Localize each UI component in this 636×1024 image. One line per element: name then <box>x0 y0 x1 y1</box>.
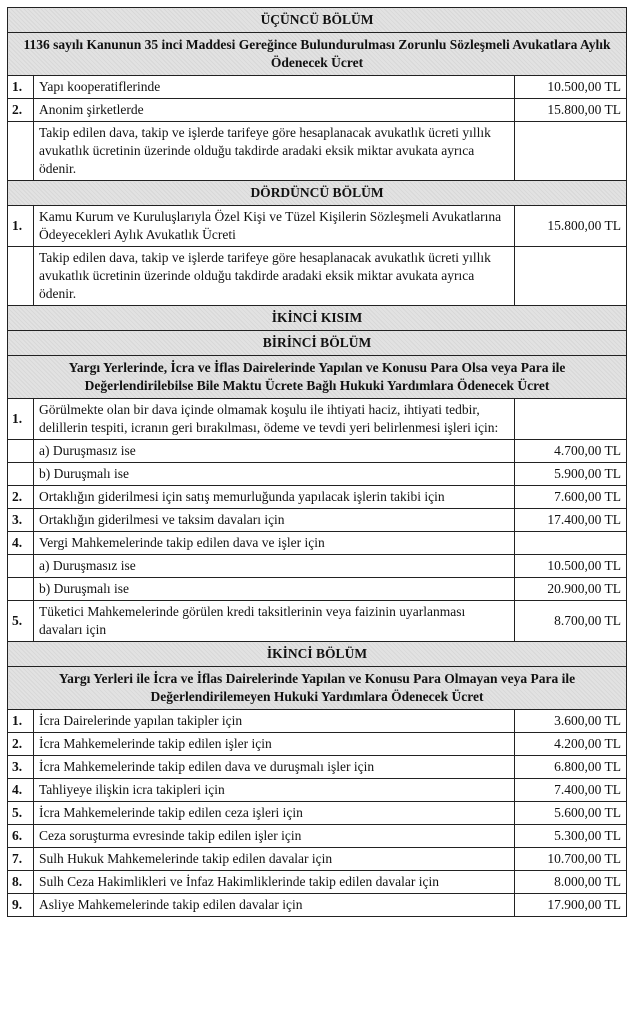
item-number: 4. <box>8 532 34 555</box>
table-row <box>8 206 627 247</box>
section-heading-row <box>8 181 627 206</box>
section-heading: 1136 sayılı Kanunun 35 inci Maddesi Gereğince Bulundurulması Zorunlu Sözleşmeli Avukatlara Aylık Ödenecek Ücret <box>8 33 627 76</box>
section-heading: DÖRDÜNCÜ BÖLÜM <box>8 181 627 206</box>
item-description: Görülmekte olan bir dava içinde olmamak koşulu ile ihtiyati haciz, ihtiyati tedbir, delillerin tespiti, icranın geri bırakılması, ödeme ve tevdi yeri belirlenmesi işleri için: <box>34 399 515 440</box>
table-row <box>8 825 627 848</box>
item-number: 5. <box>8 802 34 825</box>
item-number: 7. <box>8 848 34 871</box>
item-amount: 17.400,00 TL <box>514 509 626 532</box>
tariff-document <box>7 7 627 917</box>
table-row <box>8 247 627 306</box>
item-description: a) Duruşmasız ise <box>34 440 515 463</box>
item-number: 1. <box>8 710 34 733</box>
item-description: İcra Mahkemelerinde takip edilen işler için <box>34 733 515 756</box>
item-description: Ortaklığın giderilmesi ve taksim davaları için <box>34 509 515 532</box>
item-amount: 4.700,00 TL <box>514 440 626 463</box>
item-number: 3. <box>8 756 34 779</box>
item-number: 9. <box>8 894 34 917</box>
item-description: Yapı kooperatiflerinde <box>34 76 515 99</box>
item-number: 6. <box>8 825 34 848</box>
item-amount: 10.500,00 TL <box>514 555 626 578</box>
table-row <box>8 399 627 440</box>
table-row <box>8 532 627 555</box>
item-description: Sulh Ceza Hakimlikleri ve İnfaz Hakimliklerinde takip edilen davalar için <box>34 871 515 894</box>
section-heading: Yargı Yerlerinde, İcra ve İflas Dairelerinde Yapılan ve Konusu Para Olsa veya Para ile Değerlendirilebilse Bile Maktu Ücrete Bağlı Hukuki Yardımlara Ödenecek Ücret <box>8 356 627 399</box>
item-number: 5. <box>8 601 34 642</box>
item-description: İcra Mahkemelerinde takip edilen dava ve duruşmalı işler için <box>34 756 515 779</box>
item-description: Kamu Kurum ve Kuruluşlarıyla Özel Kişi ve Tüzel Kişilerin Sözleşmeli Avukatlarına Ödeyecekleri Aylık Avukatlık Ücreti <box>34 206 515 247</box>
item-description: Tüketici Mahkemelerinde görülen kredi taksitlerinin veya faizinin uyarlanması davaları için <box>34 601 515 642</box>
item-amount: 8.000,00 TL <box>514 871 626 894</box>
table-row <box>8 848 627 871</box>
item-amount: 5.900,00 TL <box>514 463 626 486</box>
item-amount: 5.300,00 TL <box>514 825 626 848</box>
item-description: Takip edilen dava, takip ve işlerde tarifeye göre hesaplanacak avukatlık ücreti yıllık avukatlık ücretinin üzerinde olduğu takdirde aradaki eksik miktar avukata ayrıca ödenir. <box>34 247 515 306</box>
item-description: Sulh Hukuk Mahkemelerinde takip edilen davalar için <box>34 848 515 871</box>
item-description: Ortaklığın giderilmesi için satış memurluğunda yapılacak işlerin takibi için <box>34 486 515 509</box>
item-amount: 8.700,00 TL <box>514 601 626 642</box>
section-heading-row <box>8 667 627 710</box>
item-amount: 6.800,00 TL <box>514 756 626 779</box>
item-description: İcra Dairelerinde yapılan takipler için <box>34 710 515 733</box>
item-number: 1. <box>8 76 34 99</box>
item-number <box>8 440 34 463</box>
item-number: 4. <box>8 779 34 802</box>
item-amount: 5.600,00 TL <box>514 802 626 825</box>
table-row <box>8 509 627 532</box>
item-amount: 15.800,00 TL <box>514 206 626 247</box>
tariff-table <box>7 7 627 917</box>
table-row <box>8 122 627 181</box>
item-amount <box>514 247 626 306</box>
item-amount: 20.900,00 TL <box>514 578 626 601</box>
item-number: 3. <box>8 509 34 532</box>
tariff-table-body <box>8 8 627 917</box>
table-row <box>8 486 627 509</box>
item-number <box>8 555 34 578</box>
item-number: 8. <box>8 871 34 894</box>
section-heading: Yargı Yerleri ile İcra ve İflas Dairelerinde Yapılan ve Konusu Para Olmayan veya Para ile Değerlendirilemeyen Hukuki Yardımlara Ödenecek Ücret <box>8 667 627 710</box>
table-row <box>8 779 627 802</box>
table-row <box>8 76 627 99</box>
item-amount: 4.200,00 TL <box>514 733 626 756</box>
table-row <box>8 99 627 122</box>
table-row <box>8 710 627 733</box>
section-heading-row <box>8 356 627 399</box>
item-number: 1. <box>8 399 34 440</box>
table-row <box>8 756 627 779</box>
item-number <box>8 122 34 181</box>
item-amount: 3.600,00 TL <box>514 710 626 733</box>
item-description: a) Duruşmasız ise <box>34 555 515 578</box>
section-heading-row <box>8 642 627 667</box>
section-heading: BİRİNCİ BÖLÜM <box>8 331 627 356</box>
item-amount <box>514 399 626 440</box>
item-number <box>8 247 34 306</box>
section-heading: ÜÇÜNCÜ BÖLÜM <box>8 8 627 33</box>
section-heading-row <box>8 33 627 76</box>
item-number <box>8 578 34 601</box>
section-heading-row <box>8 331 627 356</box>
item-description: b) Duruşmalı ise <box>34 578 515 601</box>
item-description: Ceza soruşturma evresinde takip edilen işler için <box>34 825 515 848</box>
item-amount: 17.900,00 TL <box>514 894 626 917</box>
item-amount: 7.600,00 TL <box>514 486 626 509</box>
item-description: Anonim şirketlerde <box>34 99 515 122</box>
item-amount: 10.700,00 TL <box>514 848 626 871</box>
item-amount: 15.800,00 TL <box>514 99 626 122</box>
table-row <box>8 463 627 486</box>
item-number <box>8 463 34 486</box>
item-amount <box>514 532 626 555</box>
item-amount: 7.400,00 TL <box>514 779 626 802</box>
table-row <box>8 894 627 917</box>
section-heading-row <box>8 306 627 331</box>
item-number: 2. <box>8 733 34 756</box>
table-row <box>8 601 627 642</box>
item-description: Takip edilen dava, takip ve işlerde tarifeye göre hesaplanacak avukatlık ücreti yıllık avukatlık ücretinin üzerinde olduğu takdirde aradaki eksik miktar avukata ayrıca ödenir. <box>34 122 515 181</box>
item-number: 2. <box>8 99 34 122</box>
section-heading: İKİNCİ KISIM <box>8 306 627 331</box>
table-row <box>8 871 627 894</box>
table-row <box>8 555 627 578</box>
section-heading: İKİNCİ BÖLÜM <box>8 642 627 667</box>
item-amount: 10.500,00 TL <box>514 76 626 99</box>
section-heading-row <box>8 8 627 33</box>
table-row <box>8 733 627 756</box>
table-row <box>8 440 627 463</box>
item-description: Tahliyeye ilişkin icra takipleri için <box>34 779 515 802</box>
table-row <box>8 578 627 601</box>
table-row <box>8 802 627 825</box>
item-description: b) Duruşmalı ise <box>34 463 515 486</box>
item-description: Vergi Mahkemelerinde takip edilen dava ve işler için <box>34 532 515 555</box>
item-amount <box>514 122 626 181</box>
item-description: İcra Mahkemelerinde takip edilen ceza işleri için <box>34 802 515 825</box>
item-number: 2. <box>8 486 34 509</box>
item-number: 1. <box>8 206 34 247</box>
item-description: Asliye Mahkemelerinde takip edilen davalar için <box>34 894 515 917</box>
